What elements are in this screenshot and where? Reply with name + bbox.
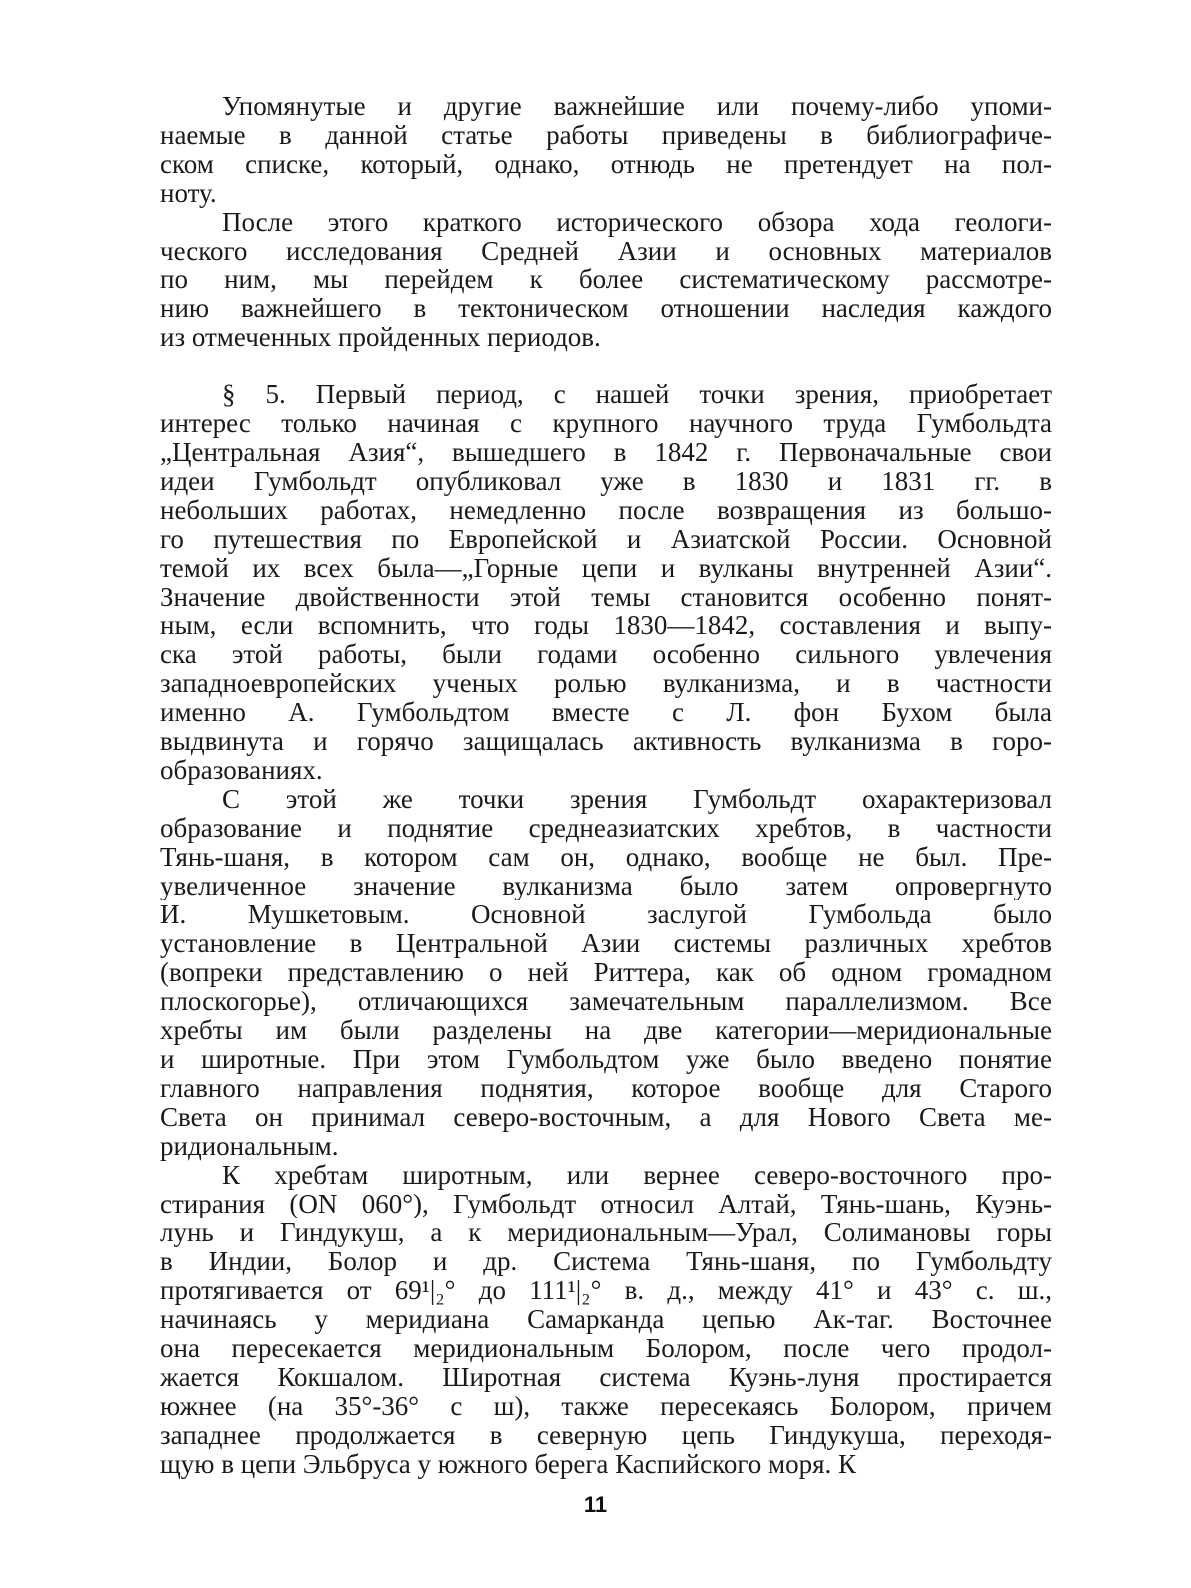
text-line: нию важнейшего в тектоническом отношении наследия каждого [160, 294, 1052, 324]
text-line: „Центральная Азия“, вышедшего в 1842 г. Первоначальные свои [160, 437, 1052, 467]
text-line: западноевропейских ученых ролью вулканизма, и в частности [160, 669, 1052, 699]
text-line: Значение двойственности этой темы становится особенно понят- [160, 582, 1052, 612]
text-line: образование и поднятие среднеазиатских хребтов, в частности [160, 813, 1052, 843]
text-line: по ним, мы перейдем к более систематическому рассмотре- [160, 265, 1052, 295]
paragraph-4 [160, 785, 1052, 1161]
text-line: После этого краткого исторического обзора хода геологи- [222, 207, 1052, 237]
paragraph-2 [160, 208, 1052, 353]
text-line: плоскогорье), отличающихся замечательным параллелизмом. Все [160, 987, 1052, 1017]
text-line: и широтные. При этом Гумбольдтом уже было введено понятие [160, 1045, 1052, 1074]
text-line: жается Кокшалом. Широтная система Куэнь-луня простирается [160, 1362, 1052, 1392]
text-line: Тянь-шаня, в котором сам он, однако, вообще не был. Пре- [160, 842, 1052, 872]
text-line: Света он принимал северо-восточным, а для Нового Света ме- [160, 1102, 1052, 1132]
text-line: начинаясь у меридиана Самарканда цепью Ак-таг. Восточнее [160, 1305, 1052, 1335]
text-line: установление в Центральной Азии системы различных хребтов [160, 929, 1052, 959]
paragraph-1 [160, 92, 1052, 208]
text-line: § 5. Первый период, с нашей точки зрения, приобретает [222, 380, 1052, 410]
paragraph-3 [160, 380, 1052, 785]
text-line: С этой же точки зрения Гумбольдт охарактеризовал [222, 784, 1052, 814]
text-line: увеличенное значение вулканизма было затем опровергнуто [160, 871, 1052, 901]
paragraph-5 [160, 1161, 1052, 1479]
text-line: И. Мушкетовым. Основной заслугой Гумбольда было [160, 900, 1052, 930]
text-line: (вопреки представлению о ней Риттера, как об одном громадном [160, 958, 1052, 988]
text-line: ридиональным. [160, 1131, 339, 1161]
text-line: небольших работах, немедленно после возвращения из большо- [160, 495, 1052, 525]
text-line: К хребтам широтным, или вернее северо-восточного про- [222, 1160, 1052, 1190]
text-line: в Индии, Болор и др. Система Тянь-шаня, по Гумбольдту [160, 1247, 1052, 1277]
text-line: щую в цепи Эльбруса у южного берега Каспийского моря. К [160, 1449, 857, 1479]
text-line: стирания (ON 060°), Гумбольдт относил Алтай, Тянь-шань, Куэнь- [160, 1189, 1052, 1219]
text-line: южнее (на 35°-36° с ш), также пересекаясь Болором, причем [160, 1391, 1052, 1421]
text-line: она пересекается меридиональным Болором, после чего продол- [160, 1334, 1052, 1363]
text-line: из отмеченных пройденных периодов. [160, 323, 601, 353]
text-line: именно А. Гумбольдтом вместе с Л. фон Бухом была [160, 698, 1052, 728]
text-line: го путешествия по Европейской и Азиатской России. Основной [160, 524, 1052, 554]
text-line: ным, если вспомнить, что годы 1830—1842, составления и выпу- [160, 611, 1052, 641]
text-line: протягивается от 69¹|₂° до 111¹|₂° в. д., между 41° и 43° с. ш., [160, 1276, 1052, 1306]
text-line: главного направления поднятия, которое вообще для Старого [160, 1073, 1052, 1103]
text-line: интерес только начиная с крупного научного труда Гумбольдта [160, 409, 1052, 438]
text-line: хребты им были разделены на две категории—меридиональные [160, 1016, 1052, 1045]
text-line: ноту. [160, 178, 217, 208]
text-line: наемые в данной статье работы приведены в библиографиче- [160, 120, 1052, 150]
text-line: выдвинута и горячо защищалась активность вулканизма в горо- [160, 727, 1052, 756]
text-line: Упомянутые и другие важнейшие или почему-либо упоми- [222, 92, 1052, 121]
text-line: ческого исследования Средней Азии и основных материалов [160, 236, 1052, 266]
text-line: ском списке, который, однако, отнюдь не претендует на пол- [160, 149, 1052, 179]
text-line: темой их всех была—„Горные цепи и вулканы внутренней Азии“. [160, 553, 1052, 583]
section-gap [160, 352, 1052, 380]
text-line: западнее продолжается в северную цепь Гиндукуша, переходя- [160, 1420, 1052, 1450]
text-line: идеи Гумбольдт опубликовал уже в 1830 и 1831 гг. в [160, 466, 1052, 496]
text-line: образованиях. [160, 755, 323, 785]
text-line: ска этой работы, были годами особенно сильного увлечения [160, 640, 1052, 670]
page-number: 11 [583, 1492, 608, 1517]
text-line: лунь и Гиндукуш, а к меридиональным—Урал, Солимановы горы [160, 1218, 1052, 1248]
text-column [160, 92, 1052, 1479]
